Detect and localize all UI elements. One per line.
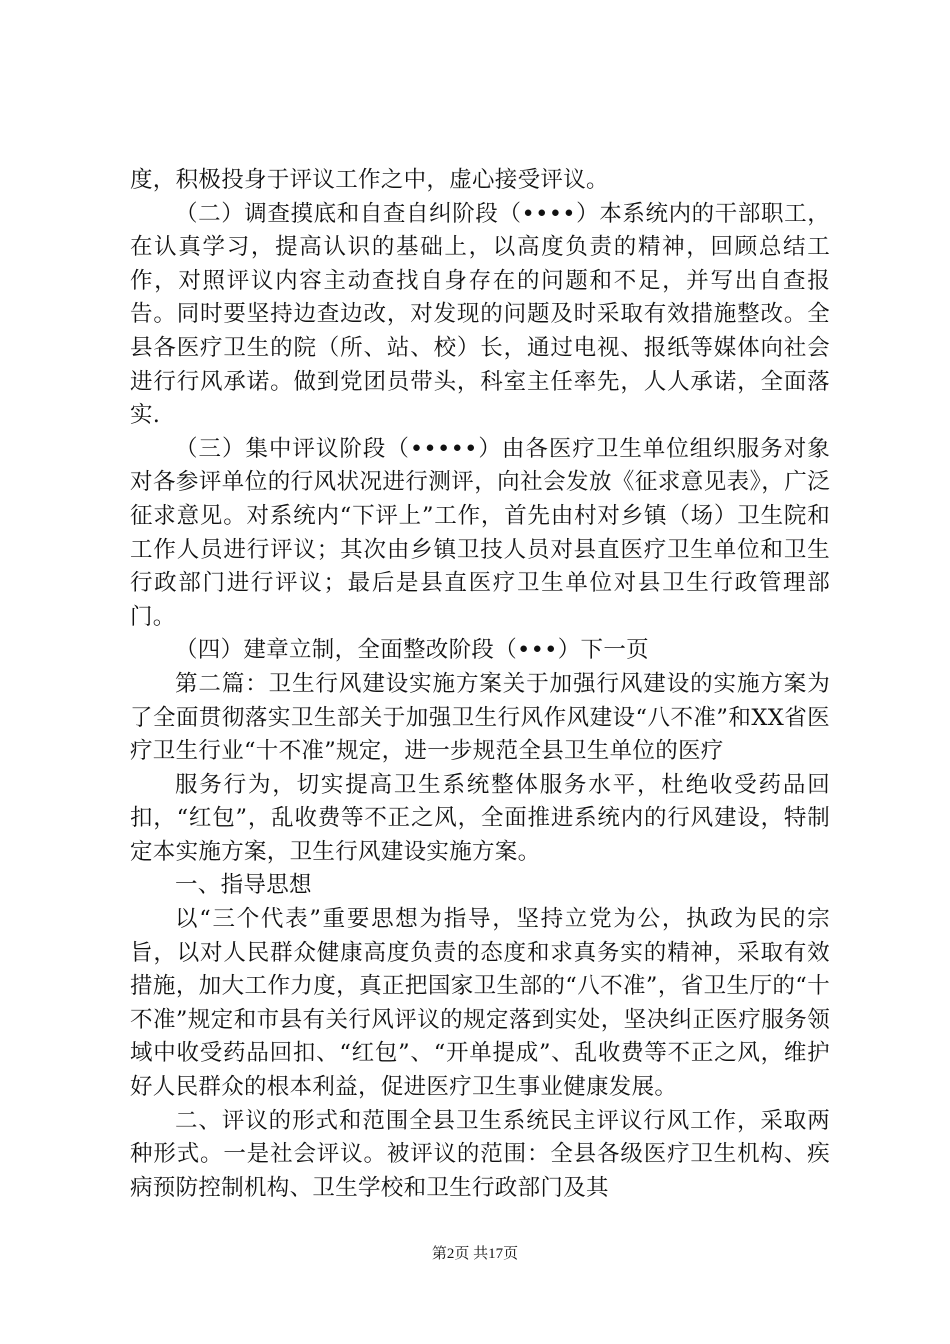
paragraph-4: （四）建章立制，全面整改阶段（•••）下一页 [175,637,649,664]
paragraph-5: 第二篇：卫生行风建设实施方案关于加强行风建设的实施方案为了全面贯彻落实卫生部关于加强卫生行风作风建设“八不准”和XX省医疗卫生行业“十不准”规定，进一步规范全县卫生单位的医疗 [130,670,830,765]
paragraph-1: 度，积极投身于评议工作之中，虚心接受评议。 [130,167,609,193]
paragraph-7: 以“三个代表”重要思想为指导，坚持立党为公，执政为民的宗旨，以对人民群众健康高度负责的态度和求真务实的精神，采取有效措施，加大工作力度，真正把国家卫生部的“八不准”，省卫生厅的“十不准”规定和市县有关行风评议的规定落到实处，坚决纠正医疗服务领域中收受药品回扣、“红包”、“开单提成”、乱收费等不正之风，维护好人民群众的根本利益，促进医疗卫生事业健康发展。 [130,906,830,1101]
section-heading-1: 一、指导思想 [175,872,312,899]
paragraph-3: （三）集中评议阶段（•••••）由各医疗卫生单位组织服务对象对各参评单位的行风状况进行测评，向社会发放《征求意见表》，广泛征求意见。对系统内“下评上”工作，首先由村对乡镇（场）卫生院和工作人员进行评议；其次由乡镇卫技人员对县直医疗卫生单位和卫生行政部门进行评议；最后是县直医疗卫生单位对县卫生行政管理部门。 [130,435,830,630]
paragraph-2: （二）调查摸底和自查自纠阶段（••••）本系统内的干部职工，在认真学习，提高认识的基础上，以高度负责的精神，回顾总结工作，对照评议内容主动查找自身存在的问题和不足，并写出自查报告。同时要坚持边查边改，对发现的问题及时采取有效措施整改。全县各医疗卫生的院（所、站、校）长，通过电视、报纸等媒体向社会进行行风承诺。做到党团员带头，科室主任率先，人人承诺，全面落实. [130,200,830,429]
paragraph-6: 服务行为，切实提高卫生系统整体服务水平，杜绝收受药品回扣，“红包”，乱收费等不正之风，全面推进系统内的行风建设，特制定本实施方案，卫生行风建设实施方案。 [130,771,830,865]
paragraph-8: 二、评议的形式和范围全县卫生系统民主评议行风工作，采取两种形式。一是社会评议。被评议的范围：全县各级医疗卫生机构、疾病预防控制机构、卫生学校和卫生行政部门及其 [130,1107,830,1201]
document-body [130,164,830,1205]
page-footer: 第2页 共17页 [431,1246,519,1262]
